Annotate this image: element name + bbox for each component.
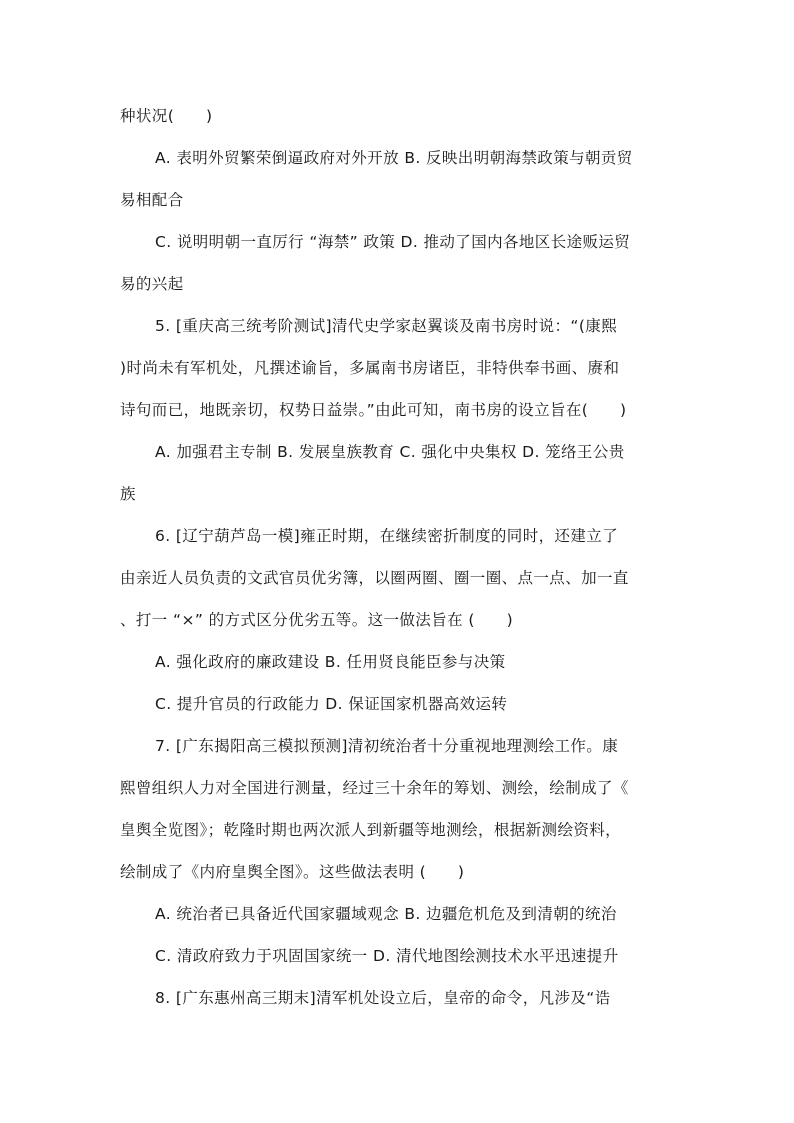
- question-7-stem: 7. [广东揭阳高三模拟预测]清初统治者十分重视地理测绘工作。康: [155, 737, 619, 755]
- text-line: 由亲近人员负责的文武官员优劣簿，以圈两圈、圈一圈、点一点、加一直: [120, 569, 629, 587]
- option-line: A. 表明外贸繁荣倒逼政府对外开放 B. 反映出明朝海禁政策与朝贡贸: [155, 149, 633, 167]
- text-line: 易相配合: [120, 191, 184, 209]
- option-line: A. 强化政府的廉政建设 B. 任用贤良能臣参与决策: [155, 653, 506, 671]
- question-8-stem: 8. [广东惠州高三期末]清军机处设立后，皇帝的命令，凡涉及“诰: [155, 989, 611, 1007]
- text-line: 熙曾组织人力对全国进行测量，经过三十余年的筹划、测绘，绘制成了《: [120, 779, 629, 797]
- text-line: 诗句而已，地既亲切，权势日益崇。”由此可知，南书房的设立旨在( ): [120, 401, 627, 419]
- option-line: A. 加强君主专制 B. 发展皇族教育 C. 强化中央集权 D. 笼络王公贵: [155, 443, 625, 461]
- option-line: A. 统治者已具备近代国家疆域观念 B. 边疆危机危及到清朝的统治: [155, 905, 617, 923]
- text-line: 绘制成了《内府皇舆全图》。这些做法表明 ( ): [120, 863, 465, 881]
- text-line: )时尚未有军机处，凡撰述谕旨，多属南书房诸臣，非特供奉书画、赓和: [120, 359, 620, 377]
- text-line: 皇舆全览图》；乾隆时期也两次派人到新疆等地测绘，根据新测绘资料，: [120, 821, 622, 839]
- text-line: 种状况( ): [120, 107, 213, 125]
- option-line: C. 说明明朝一直厉行 “海禁” 政策 D. 推动了国内各地区长途贩运贸: [155, 233, 631, 251]
- question-6-stem: 6. [辽宁葫芦岛一模]雍正时期，在继续密折制度的同时，还建立了: [155, 527, 619, 545]
- option-line: C. 清政府致力于巩固国家统一 D. 清代地图绘测技术水平迅速提升: [155, 947, 619, 965]
- option-line: C. 提升官员的行政能力 D. 保证国家机器高效运转: [155, 695, 508, 713]
- text-line: 、打一 “×” 的方式区分优劣五等。这一做法旨在 ( ): [120, 611, 514, 629]
- question-5-stem: 5. [重庆高三统考阶测试]清代史学家赵翼谈及南书房时说：“(康熙: [155, 317, 618, 335]
- text-line: 易的兴起: [120, 275, 184, 293]
- text-line: 族: [120, 485, 136, 503]
